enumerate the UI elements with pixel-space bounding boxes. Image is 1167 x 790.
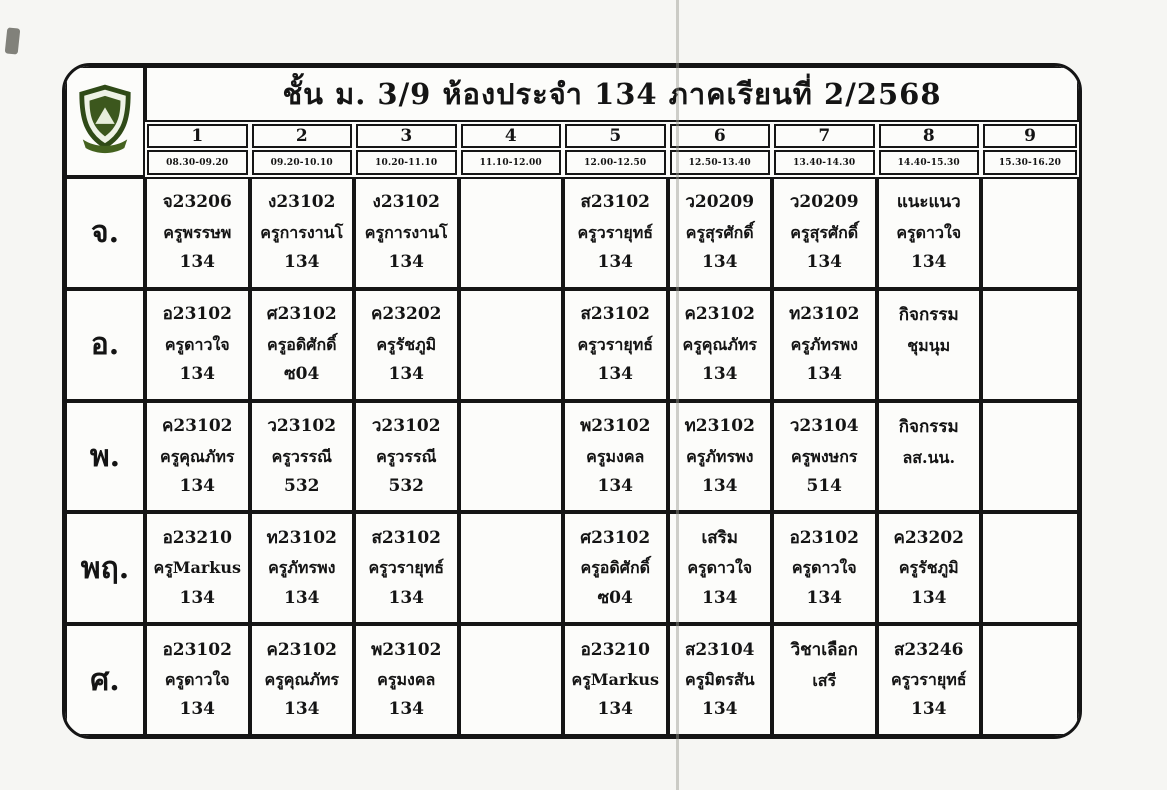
subject-room: 134 (284, 587, 320, 608)
subject-code: ว20209 (685, 192, 755, 213)
timetable-card (62, 63, 1082, 739)
subject-room: 134 (284, 699, 320, 720)
subject-room: 532 (388, 475, 424, 496)
subject-cell (145, 177, 250, 289)
subject-teacher: ครูวรายุทธ์ (577, 222, 654, 242)
subject-room: 134 (597, 475, 633, 496)
subject-cell (250, 512, 355, 624)
period-number: 2 (252, 124, 353, 148)
subject-teacher: ครูวรรณี (376, 446, 437, 466)
subject-teacher: ครูมงคล (377, 670, 436, 690)
subject-code: ส23102 (371, 527, 442, 548)
subject-cell (250, 624, 355, 736)
subject-teacher: ครูดาวใจ (687, 558, 753, 578)
subject-code: ง23102 (372, 192, 440, 213)
subject-teacher: ครูอดิศักดิ์ (266, 334, 337, 354)
empty-cell (459, 624, 564, 736)
subject-room: ซ04 (284, 364, 320, 385)
subject-teacher: ครูมิตรสัน (684, 670, 755, 690)
subject-code: ศ23102 (266, 304, 337, 325)
subject-code: ส23246 (893, 639, 964, 660)
subject-code: วิชาเลือก (790, 640, 858, 661)
subject-teacher: ครูดาวใจ (791, 558, 857, 578)
subject-cell (354, 289, 459, 401)
subject-code: ง23102 (268, 192, 336, 213)
subject-code: แนะแนว (896, 192, 961, 213)
subject-cell (354, 624, 459, 736)
subject-cell (877, 512, 982, 624)
subject-code: กิจกรรม (898, 416, 959, 437)
subject-room: 134 (388, 364, 424, 385)
subject-code: ค23102 (684, 304, 755, 325)
subject-code: จ23206 (162, 192, 232, 213)
subject-room: 514 (806, 475, 842, 496)
period-number: 4 (461, 124, 562, 148)
subject-code: ท23102 (266, 527, 337, 548)
subject-code: ศ23102 (580, 527, 651, 548)
period-time: 11.10-12.00 (461, 150, 562, 175)
subject-room: 134 (179, 699, 215, 720)
period-time: 13.40-14.30 (774, 150, 875, 175)
subject-code: ว23102 (267, 416, 337, 437)
subject-cell (563, 512, 668, 624)
subject-cell (250, 289, 355, 401)
empty-cell (981, 177, 1079, 289)
subject-code: อ23102 (789, 527, 859, 548)
subject-code: อ23102 (162, 639, 232, 660)
subject-cell (668, 512, 773, 624)
subject-code: อ23210 (162, 527, 232, 548)
empty-cell (981, 624, 1079, 736)
subject-cell (668, 289, 773, 401)
subject-room: 134 (806, 364, 842, 385)
subject-teacher: ครูดาวใจ (164, 670, 230, 690)
subject-code: ค23102 (161, 416, 233, 437)
empty-cell (981, 512, 1079, 624)
subject-teacher: ครูวรายุทธ์ (577, 334, 654, 354)
subject-code: ท23102 (684, 416, 755, 437)
subject-code: ค23102 (266, 639, 337, 660)
subject-cell (772, 512, 877, 624)
subject-cell (563, 177, 668, 289)
empty-cell (459, 289, 564, 401)
subject-teacher: ครูการงานโ (260, 222, 344, 242)
subject-room: 134 (702, 699, 738, 720)
subject-room: 134 (702, 364, 738, 385)
subject-code: กิจกรรม (898, 304, 959, 325)
period-number: 5 (565, 124, 666, 148)
subject-cell (145, 401, 250, 513)
subject-room: 134 (702, 475, 738, 496)
logo-cell (65, 66, 145, 177)
period-number: 6 (670, 124, 771, 148)
subject-room: 134 (806, 587, 842, 608)
timetable-grid (65, 66, 1079, 736)
subject-code: พ23102 (580, 416, 651, 437)
period-time: 12.50-13.40 (670, 150, 771, 175)
empty-cell (459, 401, 564, 513)
subject-room: 134 (597, 252, 633, 273)
subject-teacher: ครูรัชภูมิ (898, 558, 959, 578)
day-label: ศ. (65, 624, 145, 736)
subject-cell (145, 624, 250, 736)
subject-teacher: ครูภัทรพง (268, 558, 336, 578)
subject-cell (563, 401, 668, 513)
subject-teacher: ครูภัทรพง (790, 334, 858, 354)
subject-teacher: เสรี (812, 671, 837, 691)
subject-cell (145, 289, 250, 401)
subject-room: 134 (911, 587, 947, 608)
period-number: 8 (879, 124, 980, 148)
subject-teacher: ครูวรายุทธ์ (890, 670, 967, 690)
subject-code: ส23102 (580, 304, 651, 325)
day-label: จ. (65, 177, 145, 289)
subject-teacher: ครูมงคล (586, 446, 645, 466)
subject-code: ท23102 (789, 304, 860, 325)
period-time: 14.40-15.30 (879, 150, 980, 175)
subject-cell (354, 401, 459, 513)
empty-cell (981, 401, 1079, 513)
subject-code: ว23102 (371, 416, 441, 437)
subject-cell (354, 512, 459, 624)
subject-code: ว20209 (789, 192, 859, 213)
scan-smudge (5, 27, 21, 54)
subject-teacher: ครูการงานโ (364, 222, 448, 242)
subject-room: 134 (179, 364, 215, 385)
period-time: 15.30-16.20 (983, 150, 1077, 175)
subject-cell (877, 624, 982, 736)
subject-room: 134 (911, 252, 947, 273)
subject-room: 134 (179, 475, 215, 496)
period-number: 9 (983, 124, 1077, 148)
subject-room: 134 (388, 699, 424, 720)
subject-code: ค23202 (370, 304, 442, 325)
period-number: 3 (356, 124, 457, 148)
subject-room: 134 (179, 252, 215, 273)
subject-room: 134 (702, 587, 738, 608)
subject-teacher: ครูวรรณี (271, 446, 332, 466)
subject-room: 134 (284, 252, 320, 273)
subject-teacher: ครูคุณภัทร (264, 670, 340, 690)
subject-cell (772, 289, 877, 401)
subject-teacher: ครูMarkus (571, 670, 660, 690)
subject-room: 134 (388, 252, 424, 273)
subject-cell (668, 401, 773, 513)
empty-cell (459, 177, 564, 289)
subject-teacher: ครูพรรษพ (163, 222, 232, 242)
subject-code: เสริม (701, 527, 739, 548)
period-time: 09.20-10.10 (252, 150, 353, 175)
subject-code: พ23102 (371, 639, 442, 660)
subject-room: 134 (806, 252, 842, 273)
period-time: 12.00-12.50 (565, 150, 666, 175)
subject-teacher: ครูภัทรพง (686, 446, 754, 466)
subject-cell (563, 289, 668, 401)
day-label: พ. (65, 401, 145, 513)
subject-cell (877, 177, 982, 289)
empty-cell (459, 512, 564, 624)
subject-teacher: ครูคุณภัทร (682, 334, 758, 354)
subject-room: 532 (284, 475, 320, 496)
subject-teacher: ครูคุณภัทร (159, 446, 235, 466)
subject-cell (668, 624, 773, 736)
subject-room: 134 (388, 587, 424, 608)
empty-cell (981, 289, 1079, 401)
timetable-title: ชั้น ม. 3/9 ห้องประจำ 134 ภาคเรียนที่ 2/2568 (145, 66, 1079, 122)
period-number: 1 (147, 124, 248, 148)
subject-code: ว23104 (789, 416, 859, 437)
subject-teacher: ครูสุรศักดิ์ (685, 222, 754, 242)
subject-cell (772, 401, 877, 513)
subject-teacher: ชุมนุม (907, 335, 951, 355)
day-label: พฤ. (65, 512, 145, 624)
subject-teacher: ลส.นน. (902, 447, 956, 467)
subject-code: ส23104 (684, 639, 755, 660)
period-number: 7 (774, 124, 875, 148)
subject-cell (668, 177, 773, 289)
subject-teacher: ครูพงษกร (791, 446, 858, 466)
day-label: อ. (65, 289, 145, 401)
subject-cell (250, 401, 355, 513)
subject-room: 134 (911, 699, 947, 720)
subject-room: 134 (597, 699, 633, 720)
school-crest-icon (76, 84, 134, 160)
subject-room: 134 (179, 587, 215, 608)
subject-teacher: ครูดาวใจ (896, 222, 962, 242)
subject-code: อ23210 (580, 639, 650, 660)
period-time: 10.20-11.10 (356, 150, 457, 175)
subject-cell (250, 177, 355, 289)
subject-room: 134 (702, 252, 738, 273)
subject-cell (772, 177, 877, 289)
subject-cell (877, 401, 982, 513)
subject-code: อ23102 (162, 304, 232, 325)
subject-teacher: ครูMarkus (153, 558, 242, 578)
subject-code: ส23102 (580, 192, 651, 213)
subject-room: 134 (597, 364, 633, 385)
subject-cell (877, 289, 982, 401)
subject-teacher: ครูดาวใจ (164, 334, 230, 354)
subject-teacher: ครูสุรศักดิ์ (790, 222, 859, 242)
subject-cell (354, 177, 459, 289)
subject-teacher: ครูอดิศักดิ์ (580, 558, 651, 578)
scan-fold-line (676, 0, 679, 790)
subject-teacher: ครูวรายุทธ์ (368, 558, 445, 578)
subject-teacher: ครูรัชภูมิ (376, 334, 437, 354)
subject-code: ค23202 (893, 527, 964, 548)
period-time: 08.30-09.20 (147, 150, 248, 175)
subject-cell (563, 624, 668, 736)
subject-cell (772, 624, 877, 736)
subject-cell (145, 512, 250, 624)
subject-room: ซ04 (597, 587, 633, 608)
